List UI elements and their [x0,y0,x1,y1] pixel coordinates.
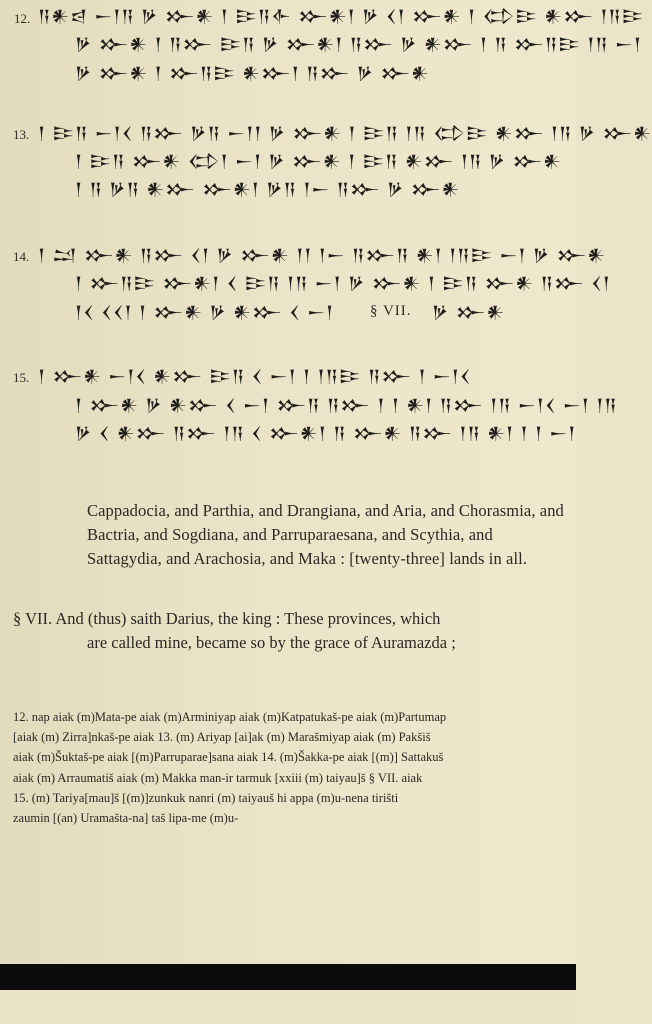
cuneiform-line: 𒁹 𒁍𒀭 𒀸𒁹𒌋 𒀭𒁍 𒄿𒀀 𒌋 𒀸𒁹 𒁹 𒁹𒀀𒄿 𒀀𒁍 𒁹 𒀸𒁹𒌋 [38,367,472,387]
cuneiform-line: 𒁹 𒄿𒀀 𒀸𒁹𒌋 𒀀𒁍 𒃻𒀀 𒀸𒁹𒁹 𒃻 𒁍𒀭 𒁹 𒄿𒀀 𒁹𒀀 𒌌𒄿 𒀭𒁍 𒁹𒀀 𒃻 𒁍𒀭 [38,124,652,144]
cuneiform-line: 𒀀𒀭𒁀 𒀸𒁹𒀀 𒃻 𒁍𒀭 𒁹 𒄿𒀀𒅆 𒁍𒀭𒁹 𒃻 𒌋𒁹 𒁍𒀭 𒁹 𒌌𒄿 𒀭𒁍 𒁹𒀀𒄿 [38,7,645,27]
cuneiform-line: 𒁹 𒄿𒀀 𒁍𒀭 𒌌𒁹 𒀸𒁹 𒃻 𒁍𒀭 𒁹 𒄿𒀀 𒀭𒁍 𒁹𒀀 𒃻 𒁍𒀭 [75,152,562,172]
transliteration-line: aiak (m)Šuktaš-pe aiak [(m)Parruparae]sana aiak 14. (m)Šakka-pe aiak [(m)] Sattakuš [13,750,444,765]
transliteration-line: aiak (m) Arraumatiš aiak (m) Makka man-ir tarmuk [xxiii (m) taiyau]š § VII. aiak [13,770,423,785]
cuneiform-line: 𒃻 𒌋 𒀭𒁍 𒀀𒁍 𒁹𒀀 𒌋 𒁍𒀭𒁹 𒀀 𒁍𒀭 𒀀𒁍 𒁹𒀀 𒀭𒁹 𒁹 𒁹 𒀸𒁹 [75,424,577,444]
cuneiform-line: 𒃻 𒁍𒀭 𒁹 𒀀𒁍 𒄿𒀀 𒃻 𒁍𒀭𒁹 𒀀𒁍 𒃻 𒀭𒁍 𒁹 𒀀 𒁍𒀀𒄿 𒁹𒀀 𒀸𒁹 [75,35,642,55]
cuneiform-line: 𒁹 𒁍𒀀𒄿 𒁍𒀭𒁹 𒌋 𒄿𒀀 𒁹𒀀 𒀸𒁹 𒃻 𒁍𒀭 𒁹 𒄿𒀀 𒁍𒀭 𒀀𒁍 𒌋𒁹 [75,274,611,294]
bottom-page-strip [0,990,576,1024]
cuneiform-line: 𒁹𒌋 𒌋𒌋𒁹 𒁹 𒁍𒀭 𒃻 𒀭𒁍 𒌋 𒀸𒁹 [75,303,335,323]
line-number: 15. [13,370,30,385]
translation-text: Cappadocia, and Parthia, and Drangiana, and Aria, and Chorasmia, and Bactria, and Sogdiana, and Parruparaesana, and Scythia, and Sattagydia, and Arachosia, and Maka : [twenty-three] lands in all. [87,501,564,568]
section-marker: § VII. [370,303,412,319]
section-paragraph [13,607,561,655]
transliteration-line: 12. nap aiak (m)Mata-pe aiak (m)Arminiyap aiak (m)Katpatukaš-pe aiak (m)Partumap [13,710,447,724]
transliteration-line: [aiak (m) Zirra]nkaš-pe aiak 13. (m) Ariyap [ai]ak (m) Marašmiyap aiak (m) Pakšiš [13,730,431,745]
cuneiform-line: 𒁹 𒀀 𒃻𒀀 𒀭𒁍 𒁍𒀭𒁹 𒃻𒀀 𒁹𒀸 𒀀𒁍 𒃻 𒁍𒀭 [75,180,461,200]
cuneiform-line: 𒁹 𒁍𒀭 𒃻 𒀭𒁍 𒌋 𒀸𒁹 𒁍𒀀 𒀀𒁍 𒁹 𒁹 𒀭𒁹 𒀀𒁍 𒁹𒀀 𒀸𒁹𒌋 𒀸𒁹 𒁹𒀀 [75,396,618,416]
line-number: 14. [13,249,30,264]
section-text-first: And (thus) saith Darius, the king : These provinces, which [55,609,441,628]
transliteration-line: zaumin [(an) Uramašta-na] taš lipa-me (m)u- [13,811,239,826]
cuneiform-word: 𒃻 𒁍𒀭 [432,303,506,323]
bottom-black-bar [0,964,576,990]
line-number: 13. [13,127,30,142]
section-label: § VII. [13,609,53,628]
line-number: 12. [14,11,31,26]
transliteration-block [13,707,561,828]
transliteration-line: 15. (m) Tariya[mau]š [(m)]zunkuk nanri (m) taiyauš hi appa (m)u-nena tirišti [13,790,399,805]
section-text-second: are called mine, became so by the grace of Auramazda ; [87,633,456,652]
translation-paragraph [87,499,567,571]
cuneiform-line: 𒃻 𒁍𒀭 𒁹 𒁍𒀀𒄿 𒀭𒁍𒁹 𒀀𒁍 𒃻 𒁍𒀭 [75,64,430,84]
cuneiform-line: 𒁹 𒁺 𒁍𒀭 𒀀𒁍 𒌋𒁹 𒃻 𒁍𒀭 𒁹𒁹 𒁹𒀸 𒀀𒁍𒀀 𒀭𒁹 𒁹𒀀𒄿 𒀸𒁹 𒃻 𒁍𒀭 [38,246,607,266]
